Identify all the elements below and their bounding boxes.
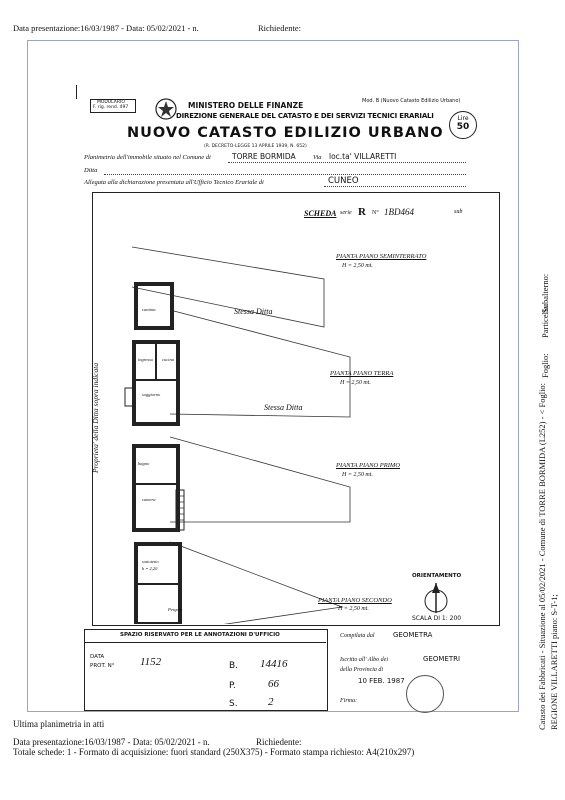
footer-line2: Totale schede: 1 - Formato di acquisizione: fuori standard (250X375) - Formato stampa richiesto: A4(210x297) xyxy=(13,747,415,757)
side-subalterno: Subalterno: xyxy=(540,273,550,313)
room-bagno: bagno xyxy=(138,461,150,466)
allegata-underline xyxy=(324,186,466,187)
numero-label: N° xyxy=(372,210,379,216)
prot-label: PROT. N° xyxy=(90,663,115,669)
mod-b: Mod. B (Nuovo Catasto Edilizio Urbano) xyxy=(362,98,461,104)
cadastral-sheet xyxy=(27,40,519,712)
s-value: 2 xyxy=(268,696,274,708)
side-catasto: Catasto dei Fabbricati - Situazione al 05/02/2021 - Comune di TORRE BORMIDA (L252) - < Foglio: xyxy=(537,382,547,730)
iscritto-label: Iscritto all' Albo dei xyxy=(340,657,389,663)
modulario-box xyxy=(90,99,136,113)
margin-mark xyxy=(76,85,77,99)
piano-secondo-h: H = 2,50 mt. xyxy=(338,606,369,612)
wedge-secondo xyxy=(170,542,342,624)
ministry: MINISTERO DELLE FINANZE xyxy=(188,101,304,110)
footer-line1: Data presentazione:16/03/1987 - Data: 05/02/2021 - n. xyxy=(13,737,210,747)
p-value: 66 xyxy=(268,678,279,690)
lire-label: Lire xyxy=(457,115,469,122)
piano-semi: PIANTA PIANO SEMINTERRATO xyxy=(336,253,427,260)
b-label: B. xyxy=(229,661,239,671)
room-h: h = 2,20 xyxy=(142,566,158,571)
compilata-label: Compilata dal xyxy=(340,633,375,639)
planimetria-label: Planimetria dell'immobile situato nel Comune di xyxy=(84,154,211,161)
piano-semi-h: H = 2,50 mt. xyxy=(342,263,373,269)
room-cucina: cucina xyxy=(162,357,174,362)
p-label: P. xyxy=(229,681,236,691)
planimetria-underline xyxy=(228,162,466,163)
scheda-label: SCHEDA xyxy=(304,209,337,218)
via-value: loc.ta' VILLARETTI xyxy=(329,152,397,161)
firma-label: Firma: xyxy=(340,698,357,704)
room-sottotetto: sottotetto xyxy=(142,559,159,564)
comune-value: TORRE BORMIDA xyxy=(232,152,296,161)
modulario-label: MODULARIO xyxy=(97,100,125,105)
b-value: 14416 xyxy=(260,658,288,670)
form-title: NUOVO CATASTO EDILIZIO URBANO xyxy=(127,125,444,141)
scala-label: SCALA DI 1: 200 xyxy=(412,615,462,622)
lire-value: 50 xyxy=(456,122,470,132)
header-line: Data presentazione:16/03/1987 - Data: 05/02/2021 - n. xyxy=(13,23,199,33)
ultima-planimetria: Ultima planimetria in atti xyxy=(13,719,105,729)
serie-value: R xyxy=(358,206,366,218)
side-foglio: Foglio: xyxy=(540,353,550,378)
ufficio-value: CUNEO xyxy=(328,176,359,186)
room-cantina: cantina xyxy=(142,307,156,312)
decree: (R. DECRETO-LEGGE 13 APRILE 1939, N. 652) xyxy=(204,144,307,149)
piano-primo-h: H = 2,50 mt. xyxy=(342,472,373,478)
wedge-semi xyxy=(132,247,324,327)
compilata-value: GEOMETRA xyxy=(393,631,433,639)
office-title: SPAZIO RISERVATO PER LE ANNOTAZIONI D'UFFICIO xyxy=(120,632,280,638)
header-richiedente: Richiedente: xyxy=(258,23,301,33)
allegata-label: Allegata alla dichiarazione presentata all'Ufficio Tecnico Erariale di xyxy=(84,179,264,186)
provincia-label: della Provincia di xyxy=(340,667,384,673)
room-soggiorno: soggiorno xyxy=(142,392,161,397)
data-label: DATA xyxy=(90,654,105,660)
side-particella: Particella: xyxy=(540,303,550,338)
office-divider xyxy=(84,642,326,643)
stessa-ditta-2: Stessa Ditta xyxy=(264,403,303,412)
iscritto-value: GEOMETRI xyxy=(423,655,461,663)
footer-richiedente: Richiedente: xyxy=(256,737,302,747)
direction: DIREZIONE GENERALE DEL CATASTO E DEI SERVIZI TECNICI ERARIALI xyxy=(176,112,434,120)
plan-semi xyxy=(136,284,172,328)
ditta-underline xyxy=(104,174,466,175)
data-firma: 10 FEB. 1987 xyxy=(358,677,405,685)
numero-value: 1BD464 xyxy=(384,207,414,217)
ditta-label: Ditta xyxy=(84,167,98,174)
piano-terra: PIANTA PIANO TERRA xyxy=(330,370,394,377)
piano-secondo: PIANTA PIANO SECONDO xyxy=(318,597,392,604)
piano-terra-h: H = 2,50 mt. xyxy=(340,380,371,386)
room-pergola: Pergola xyxy=(168,607,183,612)
numero-suffix: sub xyxy=(454,209,463,215)
plan-primo xyxy=(134,446,178,530)
wedge-terra xyxy=(170,310,350,417)
s-label: S. xyxy=(229,699,238,709)
side-regione: REGIONE VILLARETTI piano: S-T-1; xyxy=(549,594,559,730)
room-ingresso: ingresso xyxy=(138,357,154,362)
room-camera: camera xyxy=(142,497,156,502)
official-stamp xyxy=(406,675,444,713)
stessa-ditta-1: Stessa Ditta xyxy=(234,307,273,316)
lire-stamp xyxy=(449,111,477,139)
republic-emblem-icon xyxy=(154,97,178,121)
piano-primo: PIANTA PIANO PRIMO xyxy=(336,462,401,469)
modulario-code: F. rig. rend. 497 xyxy=(93,105,129,110)
north-arrow-icon xyxy=(422,581,450,615)
wedge-primo xyxy=(170,437,350,522)
prot-value: 1152 xyxy=(140,656,162,668)
serie-label: serie xyxy=(340,210,352,216)
orientamento-label: ORIENTAMENTO xyxy=(412,573,462,579)
proprieta-note: Proprieta' della Ditta sopra indicata xyxy=(91,362,100,473)
via-label: Via xyxy=(313,154,322,161)
